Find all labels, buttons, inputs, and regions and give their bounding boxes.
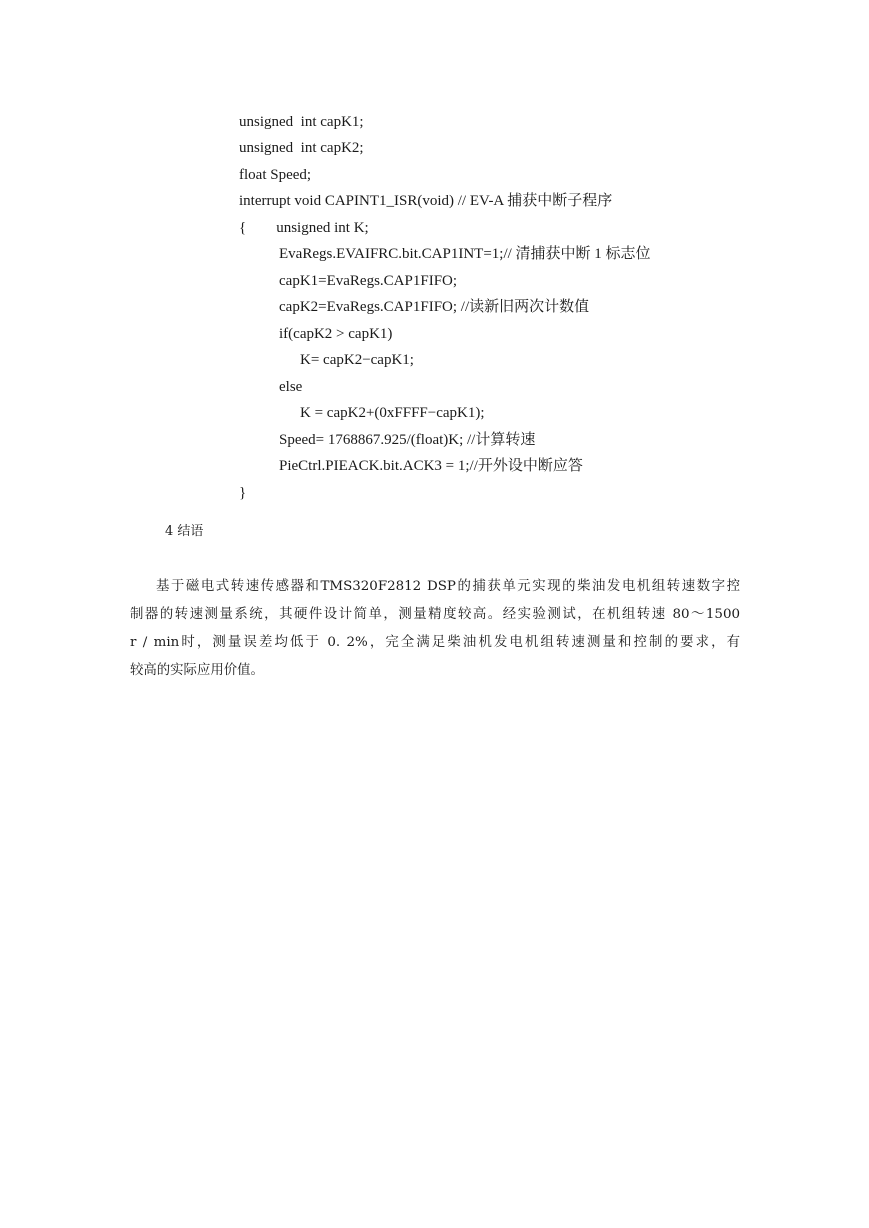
conclusion-paragraph (130, 573, 740, 685)
code-line: unsigned int capK1; (239, 114, 364, 130)
code-line: K= capK2−capK1; (300, 352, 414, 368)
paragraph-line: 较高的实际应用价值。 (130, 663, 264, 678)
code-line: { unsigned int K; (239, 220, 369, 236)
code-line: EvaRegs.EVAIFRC.bit.CAP1INT=1;// 清捕获中断 1 标志位 (279, 246, 651, 262)
code-line: capK1=EvaRegs.CAP1FIFO; (279, 273, 458, 289)
code-line: unsigned int capK2; (239, 140, 364, 156)
code-line: else (279, 379, 303, 395)
code-line: } (239, 485, 247, 501)
paragraph-line: 基于磁电式转速传感器和TMS320F2812 DSP的捕获单元实现的柴油发电机组转速数字控 (156, 579, 740, 594)
code-line: if(capK2 > capK1) (279, 326, 393, 342)
paragraph-line: r / min时，测量误差均低于 0. 2%，完全满足柴油机发电机组转速测量和控制的要求，有 (130, 635, 740, 650)
code-line: PieCtrl.PIEACK.bit.ACK3 = 1;//开外设中断应答 (279, 458, 583, 474)
code-line: interrupt void CAPINT1_ISR(void) // EV-A 捕获中断子程序 (239, 193, 613, 209)
section-heading: 4 结语 (165, 524, 204, 539)
code-line: float Speed; (239, 167, 312, 183)
paragraph-line: 制器的转速测量系统，其硬件设计简单，测量精度较高。经实验测试，在机组转速 80～1500 (130, 607, 740, 622)
code-line: Speed= 1768867.925/(float)K; //计算转速 (279, 432, 536, 448)
code-line: capK2=EvaRegs.CAP1FIFO; //读新旧两次计数值 (279, 299, 590, 315)
code-line: K = capK2+(0xFFFF−capK1); (300, 405, 485, 421)
